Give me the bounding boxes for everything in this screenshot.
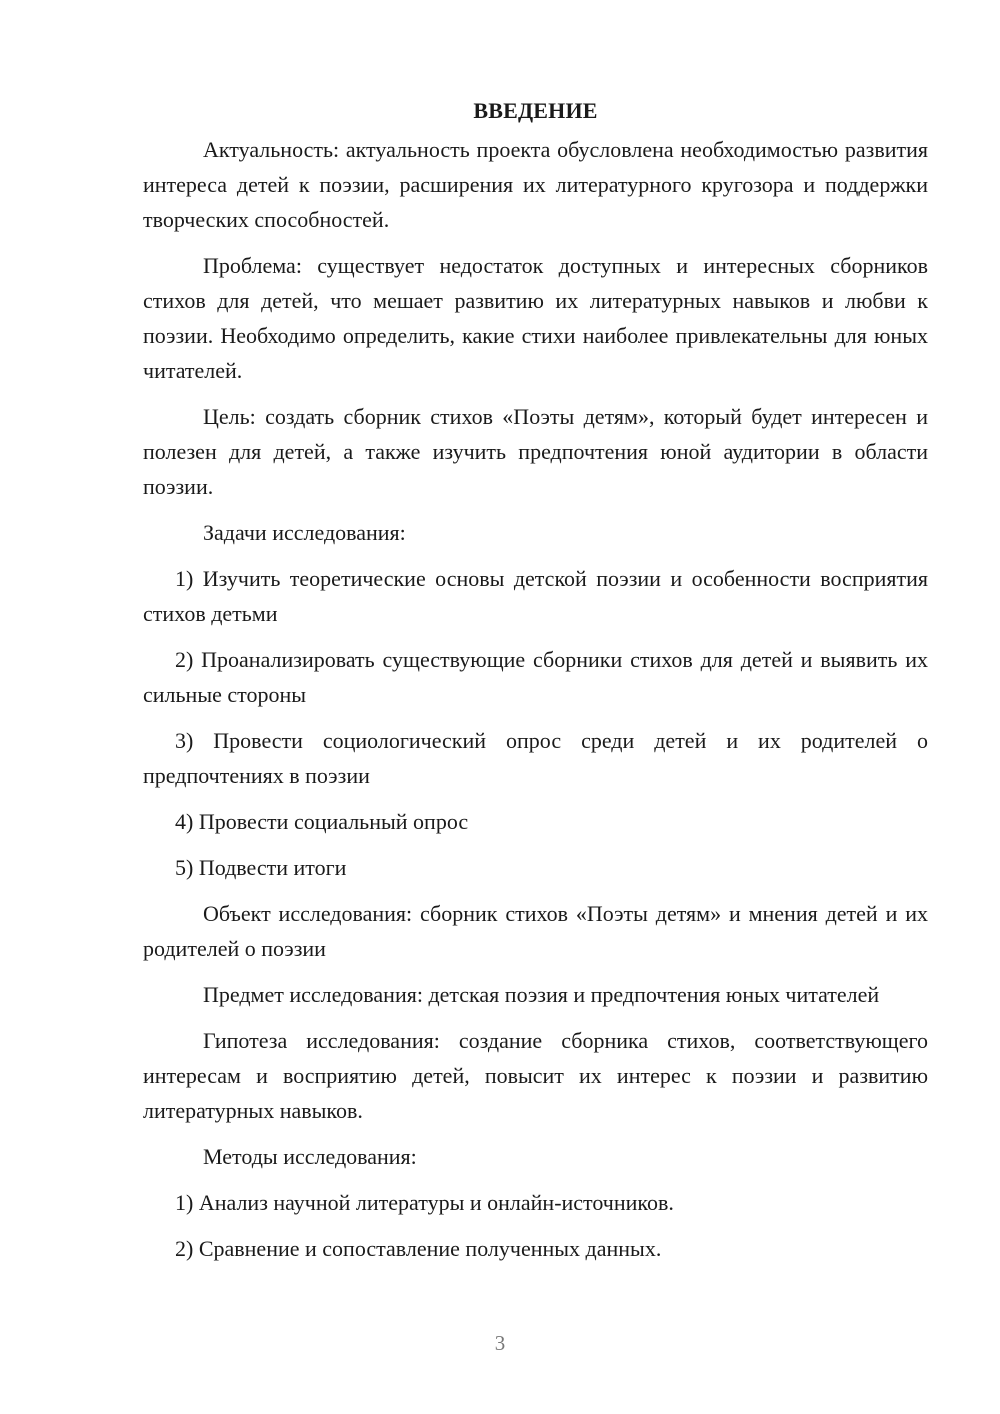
paragraph-relevance: Актуальность: актуальность проекта обусловлена необходимостью развития интереса детей к поэзии, расширения их литературного кругозора и поддержки творческих способностей. [143, 137, 928, 232]
task-item-4: 4) Провести социальный опрос [175, 809, 469, 834]
task-item-5: 5) Подвести итоги [175, 855, 347, 880]
section-title: ВВЕДЕНИЕ [473, 98, 598, 123]
paragraph-problem: Проблема: существует недостаток доступных и интересных сборников стихов для детей, что мешает развитию их литературных навыков и любви к поэзии. Необходимо определить, какие стихи наиболее привлекательны для юных читателей. [143, 253, 928, 383]
method-item-1: 1) Анализ научной литературы и онлайн-источников. [175, 1190, 674, 1215]
paragraph-subject: Предмет исследования: детская поэзия и предпочтения юных читателей [203, 982, 880, 1007]
method-item-2: 2) Сравнение и сопоставление полученных данных. [175, 1236, 662, 1261]
task-item-3: 3) Провести социологический опрос среди детей и их родителей о предпочтениях в поэзии [143, 728, 928, 788]
page-content [143, 93, 928, 1277]
task-item-2: 2) Проанализировать существующие сборники стихов для детей и выявить их сильные стороны [143, 647, 928, 707]
paragraph-goal: Цель: создать сборник стихов «Поэты детям», который будет интересен и полезен для детей, а также изучить предпочтения юной аудитории в области поэзии. [143, 404, 928, 499]
paragraph-hypothesis: Гипотеза исследования: создание сборника стихов, соответствующего интересам и восприятию детей, повысит их интерес к поэзии и развитию литературных навыков. [143, 1028, 928, 1123]
methods-heading: Методы исследования: [203, 1144, 417, 1169]
task-item-1: 1) Изучить теоретические основы детской поэзии и особенности восприятия стихов детьми [143, 566, 928, 626]
paragraph-object: Объект исследования: сборник стихов «Поэты детям» и мнения детей и их родителей о поэзии [143, 901, 928, 961]
page-number: 3 [494, 1331, 506, 1355]
tasks-heading: Задачи исследования: [203, 520, 406, 545]
